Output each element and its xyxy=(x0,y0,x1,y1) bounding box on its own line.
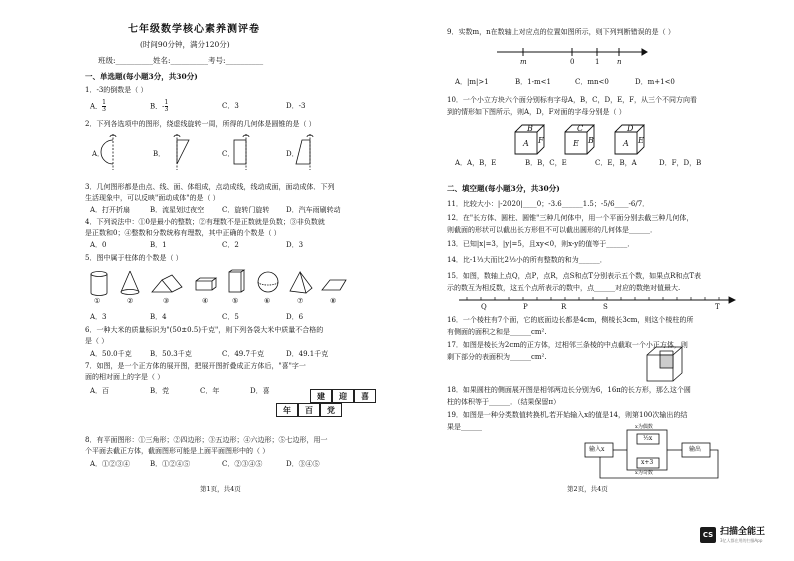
question-19-line2: 果是______ xyxy=(447,423,482,431)
q8-option-a: A．①②③④ xyxy=(90,460,131,468)
question-3-line2: 生活现象中，可以反映"面动成体"的是（ ） xyxy=(85,194,220,202)
question-4-line2: 是正数和0；④整数和分数统称有理数，其中正确的个数是（ ） xyxy=(85,229,281,237)
q3-option-d: D．汽车雨刷转动 xyxy=(286,206,341,214)
exam-subtitle: (时间90分钟，满分120分) xyxy=(140,40,230,49)
question-11: 11．比较大小：|-2020|____0；-3.6______1.5；-5/6____-6/7． xyxy=(447,200,650,208)
q7-option-a: A．百 xyxy=(90,387,110,395)
question-12-line1: 12．在"长方体、圆柱、圆锥"三种几何体中，用一个平面分别去截三种几何体， xyxy=(447,214,694,222)
question-18-line2: 柱的体积等于______．（结果保留π） xyxy=(447,398,561,406)
q5-num-4: ④ xyxy=(202,297,209,305)
q5-hex-prism xyxy=(322,280,346,290)
q6-option-a: A．50.0千克 xyxy=(90,350,132,358)
question-1: 1．-3的倒数是（ ） xyxy=(85,86,148,94)
q15-point-p: P xyxy=(523,303,528,311)
question-18-line1: 18．如果圆柱的侧面展开图是相邻两边长分别为6，16π的长方形，那么这个圆 xyxy=(447,386,691,394)
net-cell-2: 迎 xyxy=(332,389,354,403)
watermark-tagline: 3亿人都在用的扫描App xyxy=(720,538,763,544)
question-17-line1: 17．如图是棱长为2cm的正方体，过相邻三条棱的中点截取一个小正方体，则 xyxy=(447,341,688,349)
q1-option-d: D．-3 xyxy=(286,102,306,110)
cube2-side: B xyxy=(588,136,594,145)
net-cell-5: 百 xyxy=(298,403,320,417)
flow-half-label: ½x xyxy=(643,435,653,442)
q4-option-d: D．3 xyxy=(286,241,304,249)
q8-option-c: C．②③④⑤ xyxy=(222,460,263,468)
question-7-line2: 面的相对面上的字是（ ） xyxy=(85,373,165,381)
question-3-line1: 3．几何图形都是由点、线、面、体组成，点动成线，线动成面，面动成体．下列 xyxy=(85,183,335,191)
question-17-line2: 剩下部分的表面积为______cm². xyxy=(447,353,547,361)
q6-option-d: D．49.1千克 xyxy=(286,350,329,358)
q5-option-b: B．4 xyxy=(150,313,167,321)
q15-point-s: S xyxy=(603,303,608,311)
q3-option-c: C．旋转门旋转 xyxy=(222,206,270,214)
q5-cuboid xyxy=(196,278,216,290)
q5-option-a: A．3 xyxy=(90,313,107,321)
cube3-front: A xyxy=(623,139,629,148)
q1-option-b: B．$-\frac{1}{3}$ xyxy=(150,99,169,113)
q6-option-c: C．49.7千克 xyxy=(222,350,264,358)
q1-option-c: C．3 xyxy=(222,102,239,110)
cube1-side: F xyxy=(538,136,544,145)
q4-option-b: B．1 xyxy=(150,241,167,249)
q1-option-a: A．$\frac{1}{3}$ xyxy=(90,99,106,113)
q15-point-q: Q xyxy=(481,303,487,311)
question-7-line1: 7．如图，是一个正方体的展开图，把展开图折叠成正方体后，"喜"字一 xyxy=(85,362,306,370)
q10-option-b: B．B，C，E xyxy=(525,159,567,167)
q5-option-c: C．5 xyxy=(222,313,239,321)
q7-option-d: D．喜 xyxy=(250,387,270,395)
q2-label-d: D． xyxy=(286,150,299,158)
question-16-line1: 16．一个棱柱有7个面，它的底面边长都是4cm，侧棱长3cm，则这个棱柱的所 xyxy=(447,316,694,324)
q7-option-b: B．党 xyxy=(150,387,170,395)
q5-pyramid xyxy=(290,272,312,293)
q10-option-c: C．E，B，A xyxy=(595,159,637,167)
q8-option-b: B．①②④⑤ xyxy=(150,460,191,468)
q5-num-8: ⑧ xyxy=(330,297,337,305)
question-6-line1: 6．一种大米的质量标识为"(50±0.5)千克"，则下列各袋大米中质量不合格的 xyxy=(85,326,324,334)
cube2-top: C xyxy=(577,124,584,133)
net-cell-4: 年 xyxy=(276,403,298,417)
q5-cone xyxy=(121,271,139,295)
cube3-top: D xyxy=(627,124,634,133)
question-9: 9．实数m，n在数轴上对应点的位置如图所示，则下列判断错误的是（ ） xyxy=(447,28,675,36)
net-cell-3: 喜 xyxy=(354,389,376,403)
question-14: 14．比-1⅓大而比2⅓小的所有整数的和为______． xyxy=(447,256,607,264)
camscanner-logo-icon: CS xyxy=(700,527,716,543)
question-15-line2: 示的数互为相反数，这五个点所表示的数中，点______对应的数绝对值最大. xyxy=(447,284,681,292)
q4-option-c: C．2 xyxy=(222,241,239,249)
question-8-line2: 个平面去截正方体，截面图形可能是上面平面图形中的（ ） xyxy=(85,447,270,455)
q7-option-c: C．年 xyxy=(200,387,220,395)
q6-option-b: B．50.3千克 xyxy=(150,350,192,358)
q5-capsule xyxy=(258,272,278,292)
flow-odd-label: x为奇数 xyxy=(635,470,653,476)
q5-triangular-prism xyxy=(152,275,182,292)
q9-point-1: 1 xyxy=(595,58,600,66)
question-10-line1: 10．一个小立方块六个面分别标有字母A，B，C，D，E，F，从三个不同方向看 xyxy=(447,96,698,104)
q5-column xyxy=(229,270,244,292)
page-footer-1: 第1页，共4页 xyxy=(200,485,241,493)
q9-point-m: m xyxy=(520,58,527,66)
net-cell-1: 建 xyxy=(310,389,332,403)
cube2-front: E xyxy=(573,139,579,148)
question-5: 5．图中属于柱体的个数是（ ） xyxy=(85,254,183,262)
q15-point-t: T xyxy=(715,303,720,311)
student-info-line: 班级:__________姓名:__________考号:__________ xyxy=(98,56,264,65)
q19-flowchart xyxy=(397,0,794,561)
q5-option-d: D．6 xyxy=(286,313,304,321)
q5-num-6: ⑥ xyxy=(264,297,271,305)
q2-label-c: C． xyxy=(222,150,235,158)
question-6-line2: 是（ ） xyxy=(85,337,109,345)
cube1-front: A xyxy=(523,139,529,148)
q5-cylinder xyxy=(91,272,107,296)
q9-point-0: 0 xyxy=(570,58,575,66)
right-page xyxy=(397,0,794,561)
q10-option-d: D．F，D，B xyxy=(659,159,702,167)
scanner-watermark xyxy=(700,527,765,543)
q9-option-c: C．mn<0 xyxy=(575,78,609,86)
section-1-heading: 一、单选题(每小题3分，共30分) xyxy=(85,72,198,81)
page-footer-2: 第2页，共4页 xyxy=(567,485,608,493)
q9-option-a: A．|m|>1 xyxy=(455,78,489,86)
q5-num-2: ② xyxy=(127,297,134,305)
q9-option-d: D．m+1<0 xyxy=(635,78,675,86)
section-2-heading: 二、填空题(每小题3分，共30分) xyxy=(447,184,560,193)
q2-label-a: A． xyxy=(92,150,105,158)
flow-even-label: x为偶数 xyxy=(635,424,653,430)
q2-label-b: B． xyxy=(153,150,166,158)
flow-output-label: 输出 xyxy=(689,446,702,453)
q3-option-a: A．打开折扇 xyxy=(90,206,131,214)
q8-option-d: D．③④⑤ xyxy=(286,460,320,468)
question-16-line2: 有侧面的面积之和是______cm². xyxy=(447,328,547,336)
exam-title: 七年级数学核心素养测评卷 xyxy=(128,24,260,35)
q9-point-n: n xyxy=(617,58,622,66)
q5-num-5: ⑤ xyxy=(232,297,239,305)
cube3-side: E xyxy=(638,136,644,145)
flow-input-label: 输入x xyxy=(589,446,605,453)
net-cell-6: 党 xyxy=(320,403,342,417)
q9-option-b: B．1-m<1 xyxy=(515,78,551,86)
flow-plus3-label: x+3 xyxy=(641,459,654,466)
question-19-line1: 19．如图是一种分类数值转换机,若开始输入x的值是14，则第100次输出的结 xyxy=(447,411,688,419)
q5-num-3: ③ xyxy=(163,297,170,305)
question-15-line1: 15．如图，数轴上点Q，点P，点R，点S和点T分别表示五个数，如果点R和点T表 xyxy=(447,272,702,280)
question-4-line1: 4．下列说法中：①0是最小的整数；②有理数不是正数就是负数；③非负数就 xyxy=(85,218,325,226)
question-13: 13．已知|x|=3，|y|=5，且xy<0，则x-y的值等于______． xyxy=(447,240,635,248)
question-12-line2: 则截面的形状可以截出长方形但不可以截出圆形的几何体是______． xyxy=(447,226,657,234)
watermark-name: 扫描全能王 xyxy=(720,527,766,537)
question-10-line2: 到的情形如下图所示，则A，D，F对面的字母分别是（ ） xyxy=(447,108,626,116)
q5-num-1: ① xyxy=(94,297,101,305)
question-2: 2．下列各选项中的图形，绕虚线旋转一周，所得的几何体是圆锥的是（ ） xyxy=(85,120,316,128)
q3-option-b: B．流星划过夜空 xyxy=(150,206,205,214)
q10-option-a: A．A，B，E xyxy=(455,159,497,167)
cube1-top: B xyxy=(527,124,533,133)
q15-point-r: R xyxy=(561,303,567,311)
q4-option-a: A．0 xyxy=(90,241,107,249)
q5-num-7: ⑦ xyxy=(297,297,304,305)
question-8-line1: 8．有平面图形：①三角形；②四边形；③五边形；④六边形；⑤七边形，用一 xyxy=(85,436,328,444)
